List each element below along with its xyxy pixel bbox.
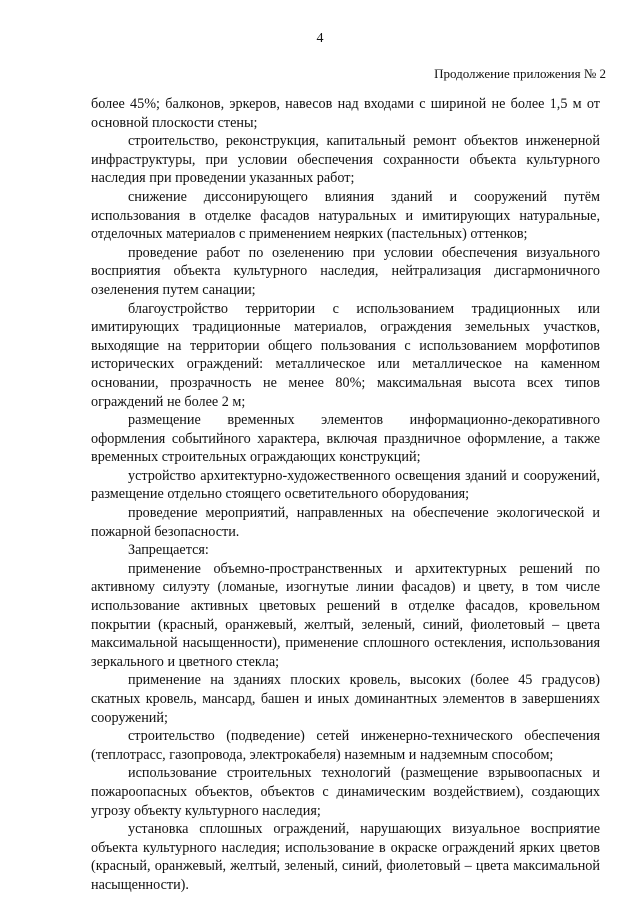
paragraph-construction-technologies: использование строительных технологий (размещение взрывоопасных и пожароопасных объектов, объектов с динамическим воздействием), создающих угрозу объекту культурного наследия; [91,765,600,819]
paragraph-roofs: применение на зданиях плоских кровель, высоких (более 45 градусов) скатных кровель, мансард, башен и иных доминантных элементов в завершениях сооружений; [91,672,600,726]
paragraph-continuation: более 45%; балконов, эркеров, навесов над входами с шириной не более 1,5 м от основной плоскости стены; [91,96,600,131]
paragraph-temporary-elements: размещение временных элементов информационно-декоративного оформления событийного характера, включая праздничное оформление, а также временных строительных ограждающих конструкций; [91,412,600,466]
paragraph-safety-measures: проведение мероприятий, направленных на обеспечение экологической и пожарной безопасности. [91,505,600,540]
paragraph-prohibited-heading: Запрещается: [128,542,209,559]
paragraph-active-silhouette: применение объемно-пространственных и архитектурных решений по активному силуэту (ломаные, изогнутые линии фасадов) и цвету, в том числе использование активных цветовых решений в отделке фасадов, кровельном покрытии (красный, оранжевый, желтый, зеленый, синий, фиолетовый – цвета максимальной насыщенности), применение сплошного остекления, использования зеркального и цветного стекла; [91,560,600,670]
paragraph-solid-fences: установка сплошных ограждений, нарушающих визуальное восприятие объекта культурного наследия; использование в окраске ограждений ярких цветов (красный, оранжевый, желтый, зеленый, синий, фиолетовый – цвета максимальной насыщенности). [91,821,600,893]
paragraph-lighting: устройство архитектурно-художественного освещения зданий и сооружений, размещение отдельно стоящего осветительного оборудования; [91,467,600,503]
paragraph-territory-improvement: благоустройство территории с использованием традиционных или имитирующих традиционные материалов, ограждения земельных участков, выходящие на территории общего пользования с использованием морфотипов исторических ограждений: металлическое или металлическое на каменном основании, прозрачность не менее 80%; максимальная высота всех типов ограждений не более 2 м; [91,300,600,410]
paragraph-facade-materials: снижение диссонирующего влияния зданий и сооружений путём использования в отделке фасадов натуральных и имитирующих натуральные, отделочных материалов с применением неярких (пастельных) оттенков; [91,188,600,243]
paragraph-engineering-networks: строительство (подведение) сетей инженерно-технического обеспечения (теплотрасс, газопровода, электрокабеля) наземным и надземным способом; [91,728,600,763]
appendix-continuation-note: Продолжение приложения № 2 [434,66,606,81]
document-body [91,95,600,895]
paragraph-infrastructure: строительство, реконструкция, капитальный ремонт объектов инженерной инфраструктуры, при условии обеспечения сохранности объекта культурного наследия при проведении указанных работ; [91,133,600,187]
paragraph-landscaping: проведение работ по озеленению при условии обеспечения визуального восприятия объекта культурного наследия, нейтрализация дисгармоничного озеленения путем санации; [91,244,600,298]
page-number: 4 [316,31,324,46]
